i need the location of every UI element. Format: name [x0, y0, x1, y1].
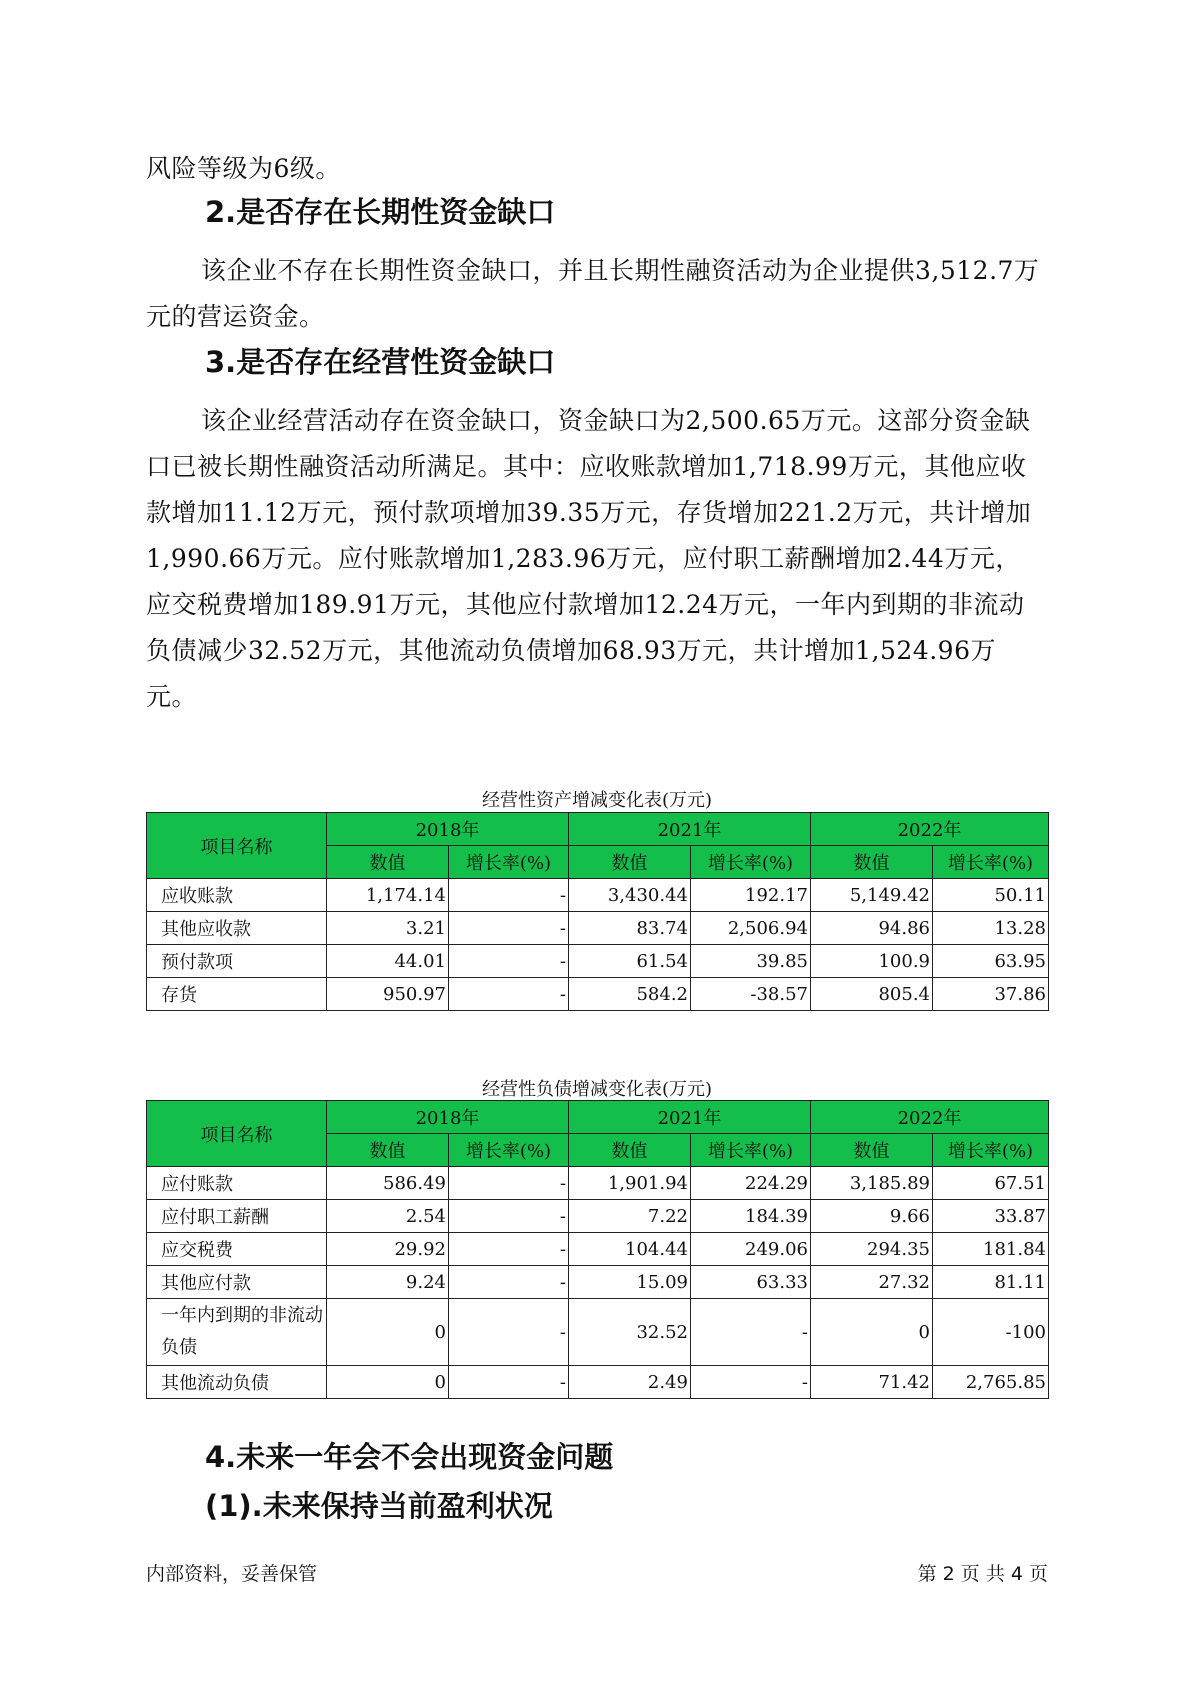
- value-header: 数值: [811, 1134, 933, 1167]
- cell-growth: -: [449, 1366, 569, 1399]
- table-row: [147, 945, 1049, 978]
- cell-growth: 184.39: [691, 1200, 811, 1233]
- cell-growth: 224.29: [691, 1167, 811, 1200]
- table-row: [147, 879, 1049, 912]
- heading-long-term-gap: 2.是否存在长期性资金缺口: [205, 195, 556, 229]
- cell-value: 44.01: [327, 945, 449, 978]
- row-name: 应交税费: [147, 1233, 327, 1266]
- row-name: 其他流动负债: [147, 1366, 327, 1399]
- heading-future-funding: 4.未来一年会不会出现资金问题: [205, 1440, 614, 1474]
- cell-value: 2.49: [569, 1366, 691, 1399]
- year-header: 2018年: [327, 1101, 569, 1134]
- cell-growth: 181.84: [933, 1233, 1049, 1266]
- cell-value: 71.42: [811, 1366, 933, 1399]
- heading-future-profit: (1).未来保持当前盈利状况: [205, 1489, 553, 1523]
- growth-header: 增长率(%): [449, 1134, 569, 1167]
- row-name: 其他应付款: [147, 1266, 327, 1299]
- cell-value: 94.86: [811, 912, 933, 945]
- cell-growth: -: [449, 1233, 569, 1266]
- cell-growth: 67.51: [933, 1167, 1049, 1200]
- cell-growth: 39.85: [691, 945, 811, 978]
- cell-growth: -38.57: [691, 978, 811, 1011]
- cell-value: 100.9: [811, 945, 933, 978]
- row-name: 存货: [147, 978, 327, 1011]
- growth-header: 增长率(%): [933, 846, 1049, 879]
- cell-growth: -: [449, 1167, 569, 1200]
- cell-growth: -: [449, 978, 569, 1011]
- value-header: 数值: [569, 1134, 691, 1167]
- cell-value: 29.92: [327, 1233, 449, 1266]
- value-header: 数值: [327, 1134, 449, 1167]
- cell-growth: 81.11: [933, 1266, 1049, 1299]
- cell-value: 294.35: [811, 1233, 933, 1266]
- cell-growth: 63.95: [933, 945, 1049, 978]
- cell-value: 104.44: [569, 1233, 691, 1266]
- year-header: 2022年: [811, 1101, 1049, 1134]
- risk-level-text: 风险等级为6级。: [146, 154, 341, 183]
- table-row: [147, 1233, 1049, 1266]
- cell-growth: -: [449, 912, 569, 945]
- value-header: 数值: [569, 846, 691, 879]
- cell-value: 3,430.44: [569, 879, 691, 912]
- table-row: [147, 978, 1049, 1011]
- cell-growth: 33.87: [933, 1200, 1049, 1233]
- row-name: 其他应收款: [147, 912, 327, 945]
- cell-growth: -: [449, 879, 569, 912]
- year-header: 2021年: [569, 1101, 811, 1134]
- table-row: [147, 1299, 1049, 1366]
- operating-gap-text: 该企业经营活动存在资金缺口，资金缺口为2,500.65万元。这部分资金缺口已被长期性融资活动所满足。其中：应收账款增加1,718.99万元，其他应收款增加11.12万元，预付款项增加39.35万元，存货增加221.2万元，共计增加1,990.66万元。应付账款增加1,283.96万元，应付职工薪酬增加2.44万元，应交税费增加189.91万元，其他应付款增加12.24万元，一年内到期的非流动负债减少32.52万元，其他流动负债增加68.93万元，共计增加1,524.96万元。: [146, 406, 1032, 711]
- cell-value: 1,901.94: [569, 1167, 691, 1200]
- cell-value: 32.52: [569, 1299, 691, 1366]
- cell-value: 1,174.14: [327, 879, 449, 912]
- cell-value: 27.32: [811, 1266, 933, 1299]
- row-name: 一年内到期的非流动负债: [147, 1299, 327, 1366]
- row-name: 应收账款: [147, 879, 327, 912]
- cell-growth: 37.86: [933, 978, 1049, 1011]
- cell-value: 3,185.89: [811, 1167, 933, 1200]
- cell-value: 5,149.42: [811, 879, 933, 912]
- table-row: [147, 1200, 1049, 1233]
- year-header: 2022年: [811, 813, 1049, 846]
- cell-growth: 63.33: [691, 1266, 811, 1299]
- row-name: 应付账款: [147, 1167, 327, 1200]
- footer-page-number: 第 2 页 共 4 页: [917, 1563, 1048, 1585]
- year-header: 2021年: [569, 813, 811, 846]
- footer-confidential: 内部资料，妥善保管: [146, 1563, 318, 1585]
- cell-value: 3.21: [327, 912, 449, 945]
- cell-growth: 2,506.94: [691, 912, 811, 945]
- cell-growth: 249.06: [691, 1233, 811, 1266]
- liability-table-caption: 经营性负债增减变化表(万元): [481, 1079, 713, 1100]
- table-row: [147, 1167, 1049, 1200]
- long-term-gap-text: 该企业不存在长期性资金缺口，并且长期性融资活动为企业提供3,512.7万元的营运资金。: [146, 256, 1040, 331]
- growth-header: 增长率(%): [691, 846, 811, 879]
- cell-value: 805.4: [811, 978, 933, 1011]
- cell-value: 950.97: [327, 978, 449, 1011]
- cell-value: 9.24: [327, 1266, 449, 1299]
- cell-growth: -100: [933, 1299, 1049, 1366]
- asset-table: [146, 812, 1049, 1011]
- heading-operating-gap: 3.是否存在经营性资金缺口: [205, 345, 556, 379]
- row-name: 预付款项: [147, 945, 327, 978]
- cell-value: 0: [327, 1299, 449, 1366]
- year-header: 2018年: [327, 813, 569, 846]
- cell-value: 0: [327, 1366, 449, 1399]
- table-row: [147, 1266, 1049, 1299]
- table-row: [147, 1366, 1049, 1399]
- cell-growth: 2,765.85: [933, 1366, 1049, 1399]
- cell-value: 2.54: [327, 1200, 449, 1233]
- growth-header: 增长率(%): [449, 846, 569, 879]
- cell-growth: -: [449, 945, 569, 978]
- cell-value: 584.2: [569, 978, 691, 1011]
- cell-growth: 192.17: [691, 879, 811, 912]
- item-name-header: 项目名称: [147, 1101, 327, 1167]
- cell-value: 15.09: [569, 1266, 691, 1299]
- value-header: 数值: [811, 846, 933, 879]
- cell-growth: 50.11: [933, 879, 1049, 912]
- row-name: 应付职工薪酬: [147, 1200, 327, 1233]
- cell-value: 9.66: [811, 1200, 933, 1233]
- value-header: 数值: [327, 846, 449, 879]
- cell-growth: -: [691, 1299, 811, 1366]
- growth-header: 增长率(%): [691, 1134, 811, 1167]
- asset-table-caption: 经营性资产增减变化表(万元): [481, 790, 713, 811]
- table-row: [147, 912, 1049, 945]
- cell-value: 0: [811, 1299, 933, 1366]
- cell-growth: 13.28: [933, 912, 1049, 945]
- cell-value: 83.74: [569, 912, 691, 945]
- item-name-header: 项目名称: [147, 813, 327, 879]
- cell-value: 7.22: [569, 1200, 691, 1233]
- cell-growth: -: [449, 1200, 569, 1233]
- cell-growth: -: [449, 1299, 569, 1366]
- growth-header: 增长率(%): [933, 1134, 1049, 1167]
- cell-growth: -: [449, 1266, 569, 1299]
- cell-growth: -: [691, 1366, 811, 1399]
- cell-value: 586.49: [327, 1167, 449, 1200]
- cell-value: 61.54: [569, 945, 691, 978]
- liability-table: [146, 1100, 1049, 1399]
